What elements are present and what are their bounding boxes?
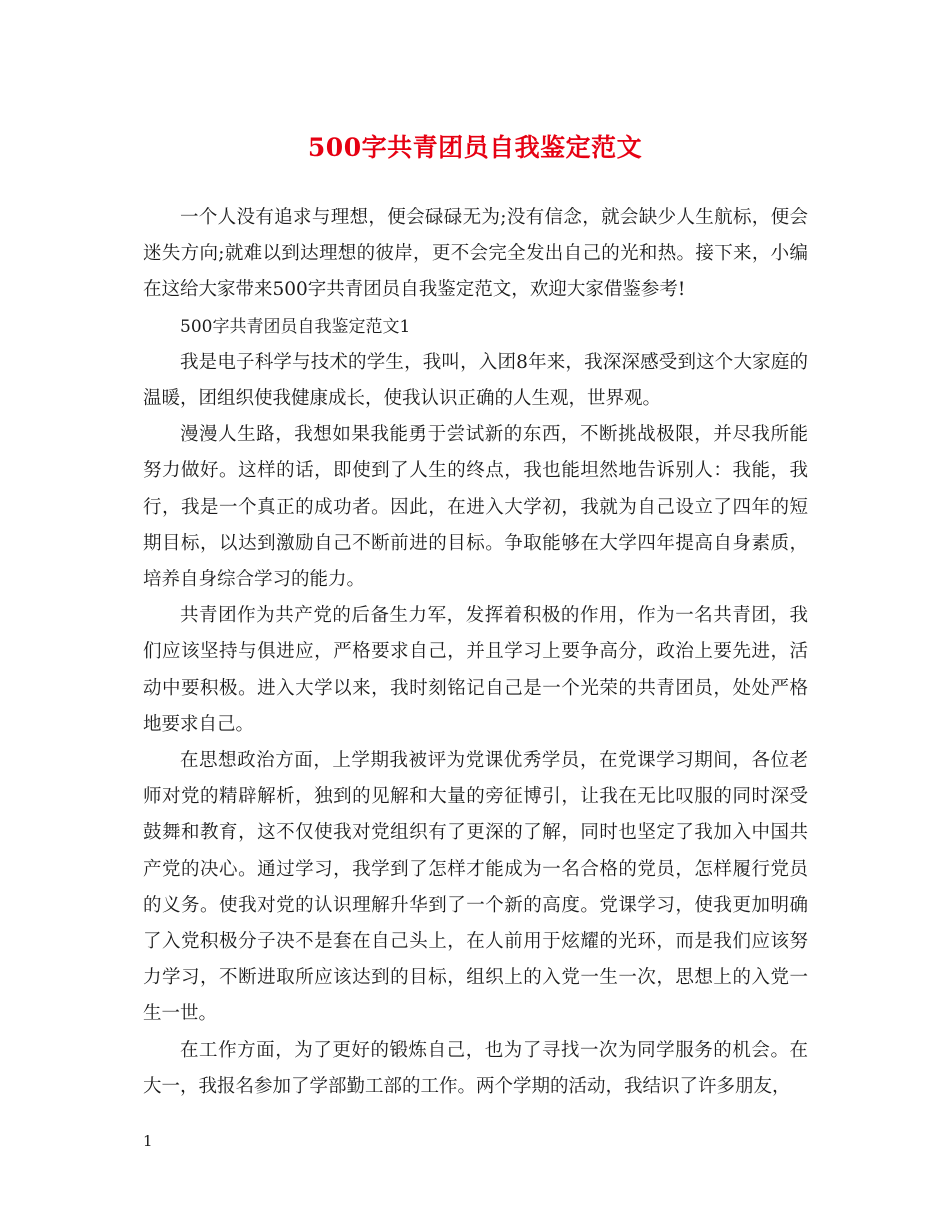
document-body [143,200,808,1105]
body-paragraph: 在工作方面，为了更好的锻炼自己，也为了寻找一次为同学服务的机会。在大一，我报名参加了学部勤工部的工作。两个学期的活动，我结识了许多朋友， [143,1039,808,1097]
document-title: 500字共青团员自我鉴定范文 [307,133,643,162]
body-paragraph: 共青团作为共产党的后备生力军，发挥着积极的作用，作为一名共青团，我们应该坚持与俱进应，严格要求自己，并且学习上要争高分，政治上要先进，活动中要积极。进入大学以来，我时刻铭记自己是一个光荣的共青团员，处处严格地要求自己。 [143,605,808,735]
section-heading: 500字共青团员自我鉴定范文1 [180,316,411,337]
intro-paragraph: 一个人没有追求与理想，便会碌碌无为;没有信念，就会缺少人生航标，便会迷失方向;就难以到达理想的彼岸，更不会完全发出自己的光和热。接下来，小编在这给大家带来500字共青团员自我鉴定范文，欢迎大家借鉴参考! [143,207,808,301]
body-paragraph: 漫漫人生路，我想如果我能勇于尝试新的东西，不断挑战极限，并尽我所能努力做好。这样的话，即使到了人生的终点，我也能坦然地告诉别人：我能，我行，我是一个真正的成功者。因此，在进入大学初，我就为自己设立了四年的短期目标，以达到激励自己不断前进的目标。争取能够在大学四年提高自身素质，培养自身综合学习的能力。 [143,424,808,591]
body-paragraph: 在思想政治方面，上学期我被评为党课优秀学员，在党课学习期间，各位老师对党的精辟解析，独到的见解和大量的旁征博引，让我在无比叹服的同时深受鼓舞和教育，这不仅使我对党组织有了更深的了解，同时也坚定了我加入中国共产党的决心。通过学习，我学到了怎样才能成为一名合格的党员，怎样履行党员的义务。使我对党的认识理解升华到了一个新的高度。党课学习，使我更加明确了入党积极分子决不是套在自己头上，在人前用于炫耀的光环，而是我们应该努力学习，不断进取所应该达到的目标，组织上的入党一生一次，思想上的入党一生一世。 [143,750,808,1025]
page-number: 1 [143,1132,153,1150]
body-paragraph: 我是电子科学与技术的学生，我叫，入团8年来，我深深感受到这个大家庭的温暖，团组织使我健康成长，使我认识正确的人生观，世界观。 [143,351,808,410]
